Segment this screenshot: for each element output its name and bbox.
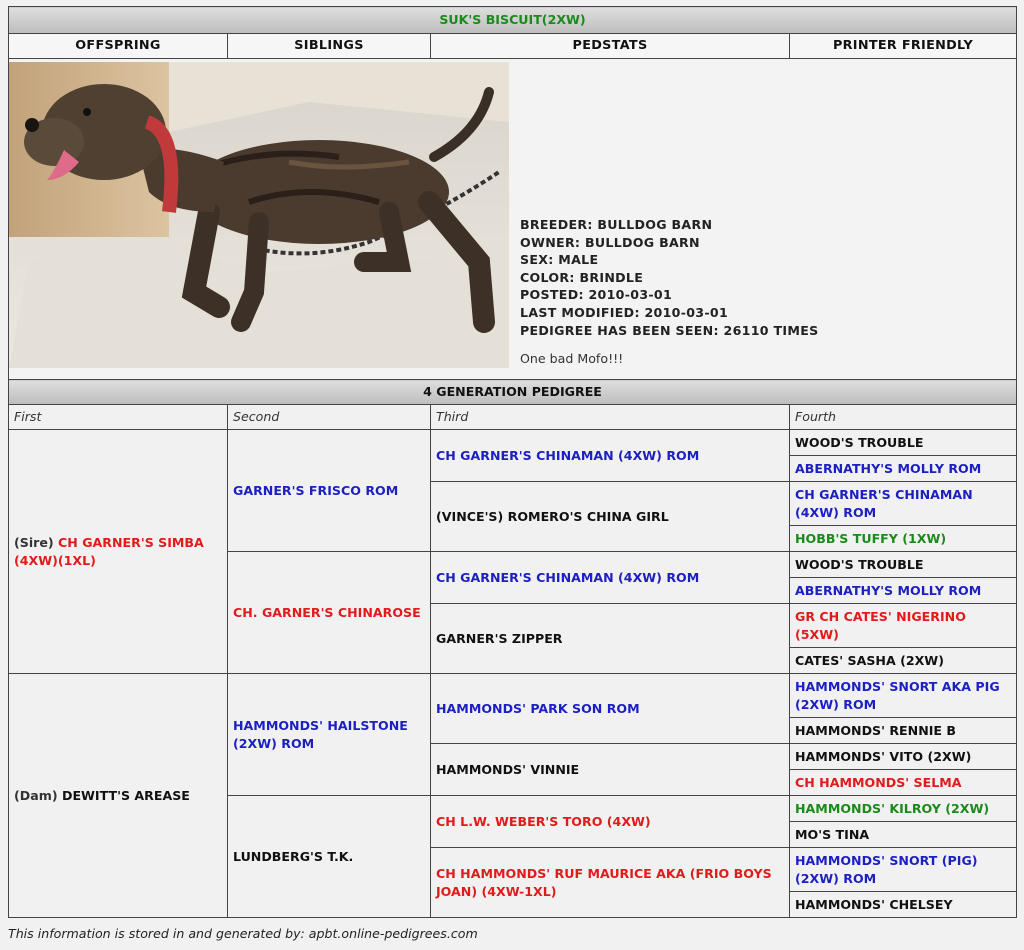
gen3-cell[interactable] [431,848,790,918]
dam-cell[interactable] [9,674,228,918]
gen4-link[interactable]: HAMMONDS' SNORT (PIG) (2XW) ROM [795,852,978,886]
pedigree-title: 4 GENERATION PEDIGREE [423,384,602,399]
gen2-cell[interactable] [228,430,431,552]
footer [8,926,478,941]
gen3-cell[interactable] [431,674,790,744]
gen3-link[interactable]: (VINCE'S) ROMERO'S CHINA GIRL [436,508,669,524]
gen4-link[interactable]: GR CH CATES' NIGERINO (5XW) [795,608,966,642]
gen3-link[interactable]: CH GARNER'S CHINAMAN (4XW) ROM [436,447,700,463]
col-fourth: Fourth [790,405,1017,430]
modified-line: LAST MODIFIED: 2010-03-01 [520,304,729,320]
gen4-cell[interactable] [790,674,1017,718]
gen3-link[interactable]: GARNER'S ZIPPER [436,630,563,646]
nav-offspring[interactable] [9,34,228,59]
gen4-link[interactable]: CH GARNER'S CHINAMAN (4XW) ROM [795,486,973,520]
gen4-link[interactable]: HAMMONDS' RENNIE B [795,722,957,738]
siblings-link[interactable]: SIBLINGS [294,38,364,53]
gen4-cell[interactable] [790,604,1017,648]
offspring-link[interactable]: OFFSPRING [75,38,161,53]
sire-label: (Sire) [14,534,54,550]
gen3-link[interactable]: CH GARNER'S CHINAMAN (4XW) ROM [436,569,700,585]
gen4-cell[interactable] [790,848,1017,892]
pedstats-link[interactable]: PEDSTATS [572,38,648,53]
dog-details [520,216,818,339]
gen4-cell[interactable] [790,822,1017,848]
sex-line: SEX: MALE [520,252,599,268]
gen4-cell[interactable] [790,744,1017,770]
gen2-cell[interactable] [228,674,431,796]
gen2-link[interactable]: GARNER'S FRISCO ROM [233,482,399,498]
gen3-cell[interactable] [431,552,790,604]
gen2-cell[interactable] [228,552,431,674]
gen4-link[interactable]: WOOD'S TROUBLE [795,556,924,572]
gen2-cell[interactable] [228,796,431,918]
gen4-cell[interactable] [790,552,1017,578]
gen4-cell[interactable] [790,526,1017,552]
breeder-line: BREEDER: BULLDOG BARN [520,217,713,232]
col-second: Second [228,405,431,430]
gen3-link[interactable]: CH L.W. WEBER'S TORO (4XW) [436,813,651,829]
gen3-link[interactable]: CH HAMMONDS' RUF MAURICE AKA (FRIO BOYS JOAN) (4XW-1XL) [436,865,772,899]
col-first: First [9,405,228,430]
gen4-cell[interactable] [790,430,1017,456]
sire-cell[interactable] [9,430,228,674]
gen4-link[interactable]: ABERNATHY'S MOLLY ROM [795,460,982,476]
col-third: Third [431,405,790,430]
gen4-cell[interactable] [790,456,1017,482]
gen4-link[interactable]: CH HAMMONDS' SELMA [795,774,962,790]
gen4-cell[interactable] [790,482,1017,526]
footer-text: This information is stored in and generated by: [8,926,305,941]
gen4-link[interactable]: HAMMONDS' CHELSEY [795,896,953,912]
gen4-link[interactable]: HAMMONDS' KILROY (2XW) [795,800,990,816]
gen4-link[interactable]: HOBB'S TUFFY (1XW) [795,530,947,546]
sire-link[interactable]: CH GARNER'S SIMBA (4XW)(1XL) [14,534,204,568]
gen3-cell[interactable] [431,744,790,796]
color-line: COLOR: BRINDLE [520,269,644,285]
gen3-cell[interactable] [431,430,790,482]
gen4-cell[interactable] [790,648,1017,674]
dog-image-icon [9,62,509,368]
printer-friendly-link[interactable]: PRINTER FRIENDLY [832,38,974,53]
gen4-cell[interactable] [790,770,1017,796]
gen2-link[interactable]: HAMMONDS' HAILSTONE (2XW) ROM [233,717,408,751]
nav-siblings[interactable] [228,34,431,59]
footer-site-link[interactable]: apbt.online-pedigrees.com [308,926,478,941]
gen4-link[interactable]: CATES' SASHA (2XW) [795,652,944,668]
gen4-cell[interactable] [790,892,1017,918]
dam-link[interactable]: DEWITT'S AREASE [61,787,190,803]
owner-line: OWNER: BULLDOG BARN [520,234,700,250]
gen4-cell[interactable] [790,796,1017,822]
gen3-link[interactable]: HAMMONDS' PARK SON ROM [436,700,640,716]
pedigree-title-bar [9,380,1017,405]
gen4-link[interactable]: MO'S TINA [795,826,870,842]
nav-printer-friendly[interactable] [790,34,1017,59]
gen3-cell[interactable] [431,604,790,674]
dam-label: (Dam) [14,787,58,803]
dog-title-bar [9,7,1017,34]
gen4-cell[interactable] [790,578,1017,604]
nav-pedstats[interactable] [431,34,790,59]
gen4-link[interactable]: ABERNATHY'S MOLLY ROM [795,582,982,598]
gen2-link[interactable]: CH. GARNER'S CHINAROSE [233,604,421,620]
gen4-link[interactable]: HAMMONDS' SNORT AKA PIG (2XW) ROM [795,678,1000,712]
gen3-cell[interactable] [431,482,790,552]
dog-title: SUK'S BISCUIT(2XW) [439,12,586,27]
gen3-link[interactable]: HAMMONDS' VINNIE [436,761,580,777]
dog-photo [9,62,509,368]
gen4-cell[interactable] [790,718,1017,744]
seen-count-line: PEDIGREE HAS BEEN SEEN: 26110 TIMES [520,322,819,338]
dog-description: One bad Mofo!!! [520,351,624,366]
gen2-link[interactable]: LUNDBERG'S T.K. [233,848,354,864]
gen4-link[interactable]: WOOD'S TROUBLE [795,434,924,450]
posted-line: POSTED: 2010-03-01 [520,287,673,303]
gen4-link[interactable]: HAMMONDS' VITO (2XW) [795,748,972,764]
gen3-cell[interactable] [431,796,790,848]
